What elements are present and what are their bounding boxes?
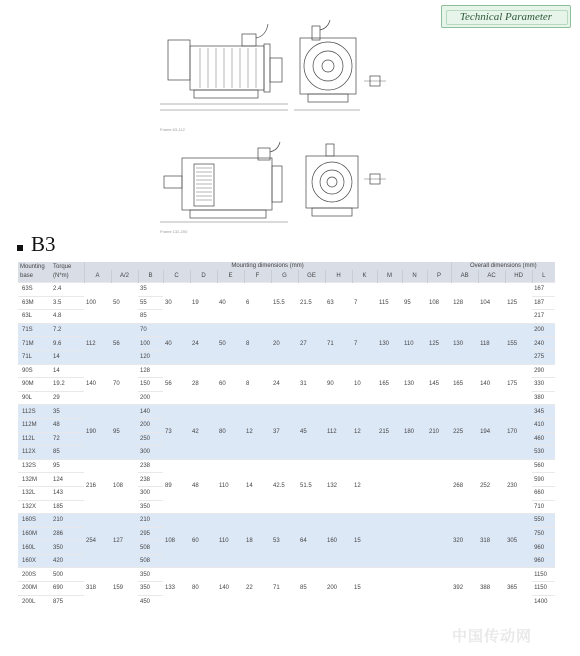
table-cell: 63 — [325, 283, 352, 324]
table-cell: 50 — [217, 323, 244, 364]
table-cell — [402, 459, 427, 513]
table-cell: 72 — [51, 432, 84, 446]
table-cell: 27 — [298, 323, 325, 364]
table-cell: 200 — [138, 418, 163, 432]
table-cell: 14 — [244, 459, 271, 513]
table-cell: 250 — [138, 432, 163, 446]
column-header: HD — [505, 270, 532, 283]
table-cell: 12 — [352, 459, 377, 513]
table-cell: 20 — [271, 323, 298, 364]
table-cell: 12 — [352, 405, 377, 459]
table-cell: 290 — [532, 364, 555, 378]
table-cell: 750 — [532, 527, 555, 541]
table-cell: 190 — [84, 405, 111, 459]
table-cell — [427, 514, 451, 568]
table-cell: 70 — [138, 323, 163, 337]
motor-drawing-frame-63-112 — [160, 18, 390, 123]
table-cell: 115 — [377, 283, 402, 324]
table-cell: 7 — [352, 323, 377, 364]
table-cell: 60 — [217, 364, 244, 405]
table-cell: 305 — [505, 514, 532, 568]
table-cell: 71S — [18, 323, 51, 337]
table-cell: 254 — [84, 514, 111, 568]
table-cell — [377, 568, 402, 608]
table-row — [18, 459, 555, 473]
table-cell: 28 — [190, 364, 217, 405]
table-cell: 71M — [18, 337, 51, 351]
table-cell: 160L — [18, 541, 51, 555]
table-cell: 71 — [271, 568, 298, 608]
table-cell: 350 — [138, 582, 163, 596]
column-header: G — [271, 270, 298, 283]
column-header: F — [244, 270, 271, 283]
table-cell: 14 — [51, 364, 84, 378]
table-cell: 64 — [298, 514, 325, 568]
table-cell: 130 — [377, 323, 402, 364]
table-cell: 37 — [271, 405, 298, 459]
table-cell: 63L — [18, 310, 51, 324]
table-cell: 875 — [51, 595, 84, 608]
header-mounting-base: Mounting base — [18, 262, 51, 283]
column-header: N — [402, 270, 427, 283]
table-cell: 19.2 — [51, 378, 84, 392]
table-row — [18, 514, 555, 528]
table-cell: 108 — [111, 459, 138, 513]
table-cell: 660 — [532, 486, 555, 500]
table-cell: 112 — [84, 323, 111, 364]
table-cell: 160 — [325, 514, 352, 568]
table-cell: 500 — [51, 568, 84, 582]
table-cell: 55 — [138, 296, 163, 310]
table-cell: 350 — [138, 500, 163, 514]
table-cell: 710 — [532, 500, 555, 514]
table-cell: 160X — [18, 554, 51, 568]
table-cell: 240 — [532, 337, 555, 351]
table-cell: 132S — [18, 459, 51, 473]
table-cell: 60 — [190, 514, 217, 568]
table-cell: 252 — [478, 459, 505, 513]
column-header: AB — [451, 270, 478, 283]
table-cell: 200S — [18, 568, 51, 582]
table-cell: 145 — [427, 364, 451, 405]
table-cell: 143 — [51, 486, 84, 500]
table-cell: 238 — [138, 459, 163, 473]
column-header: L — [532, 270, 555, 283]
table-cell: 14 — [51, 350, 84, 364]
table-cell: 63M — [18, 296, 51, 310]
table-cell: 128 — [451, 283, 478, 324]
table-cell: 550 — [532, 514, 555, 528]
table-row — [18, 283, 555, 297]
table-cell: 12 — [244, 405, 271, 459]
table-cell: 225 — [451, 405, 478, 459]
table-cell: 112M — [18, 418, 51, 432]
table-cell: 275 — [532, 350, 555, 364]
caption-frame-63-112: Frame 63-112 — [160, 127, 185, 132]
table-cell: 56 — [163, 364, 190, 405]
table-cell: 200 — [138, 391, 163, 405]
table-cell: 40 — [217, 283, 244, 324]
table-cell: 15.5 — [271, 283, 298, 324]
technical-parameter-badge: Technical Parameter — [441, 5, 571, 28]
table-cell: 85 — [138, 310, 163, 324]
frame-group — [18, 459, 555, 513]
watermark: 中国传动网 — [452, 628, 533, 645]
table-cell: 133 — [163, 568, 190, 608]
caption-frame-132-200: Frame 132-200 — [160, 229, 188, 234]
column-header: AC — [478, 270, 505, 283]
table-cell: 110 — [402, 323, 427, 364]
table-cell: 130 — [451, 323, 478, 364]
table-cell: 7.2 — [51, 323, 84, 337]
table-cell: 128 — [138, 364, 163, 378]
table-cell: 140 — [84, 364, 111, 405]
table-cell: 53 — [271, 514, 298, 568]
table-cell: 112 — [325, 405, 352, 459]
table-cell: 140 — [478, 364, 505, 405]
table-cell: 15 — [352, 568, 377, 608]
table-cell: 35 — [138, 283, 163, 297]
table-cell: 690 — [51, 582, 84, 596]
table-cell: 56 — [111, 323, 138, 364]
table-cell: 1400 — [532, 595, 555, 608]
frame-group — [18, 323, 555, 364]
frame-group — [18, 364, 555, 405]
table-cell: 268 — [451, 459, 478, 513]
table-cell: 110 — [217, 514, 244, 568]
table-cell: 118 — [478, 323, 505, 364]
table-cell: 80 — [217, 405, 244, 459]
table-cell: 180 — [402, 405, 427, 459]
frame-group — [18, 405, 555, 459]
table-cell: 48 — [190, 459, 217, 513]
table-cell: 140 — [138, 405, 163, 419]
table-cell: 210 — [427, 405, 451, 459]
column-header: B — [138, 270, 163, 283]
column-header: C — [163, 270, 190, 283]
table-cell: 210 — [51, 514, 84, 528]
table-cell: 210 — [138, 514, 163, 528]
table-cell: 31 — [298, 364, 325, 405]
table-cell: 238 — [138, 473, 163, 487]
table-cell: 71 — [325, 323, 352, 364]
table-cell — [402, 514, 427, 568]
table-cell: 2.4 — [51, 283, 84, 297]
table-cell: 63S — [18, 283, 51, 297]
table-cell: 108 — [427, 283, 451, 324]
frame-group — [18, 568, 555, 608]
table-cell: 127 — [111, 514, 138, 568]
table-cell: 380 — [532, 391, 555, 405]
table-cell: 50 — [111, 283, 138, 324]
table-cell: 1150 — [532, 582, 555, 596]
table-cell: 170 — [505, 405, 532, 459]
table-cell: 200M — [18, 582, 51, 596]
table-cell — [377, 514, 402, 568]
table-cell: 175 — [505, 364, 532, 405]
column-header: M — [377, 270, 402, 283]
table-cell: 42.5 — [271, 459, 298, 513]
table-cell: 90L — [18, 391, 51, 405]
table-cell: 70 — [111, 364, 138, 405]
table-cell: 140 — [217, 568, 244, 608]
table-cell: 112S — [18, 405, 51, 419]
table-cell: 89 — [163, 459, 190, 513]
table-cell: 10 — [352, 364, 377, 405]
table-cell: 73 — [163, 405, 190, 459]
table-cell: 85 — [298, 568, 325, 608]
table-cell: 165 — [377, 364, 402, 405]
table-cell: 95 — [402, 283, 427, 324]
table-cell: 286 — [51, 527, 84, 541]
table-cell — [427, 459, 451, 513]
table-cell: 300 — [138, 446, 163, 460]
table-cell — [377, 459, 402, 513]
column-header: GE — [298, 270, 325, 283]
table-cell: 30 — [163, 283, 190, 324]
table-cell: 200 — [532, 323, 555, 337]
table-cell: 200L — [18, 595, 51, 608]
column-header: P — [427, 270, 451, 283]
table-cell: 159 — [111, 568, 138, 608]
table-cell: 217 — [532, 310, 555, 324]
table-cell: 104 — [478, 283, 505, 324]
table-cell: 3.5 — [51, 296, 84, 310]
table-cell: 19 — [190, 283, 217, 324]
table-cell: 960 — [532, 541, 555, 555]
header-overall-dimensions: Overall dimensions (mm) — [451, 262, 555, 270]
table-cell: 392 — [451, 568, 478, 608]
column-header: D — [190, 270, 217, 283]
table-cell: 216 — [84, 459, 111, 513]
table-cell: 4.8 — [51, 310, 84, 324]
table-cell: 295 — [138, 527, 163, 541]
table-cell: 9.6 — [51, 337, 84, 351]
table-cell: 350 — [51, 541, 84, 555]
table-cell: 345 — [532, 405, 555, 419]
table-cell: 112L — [18, 432, 51, 446]
table-row — [18, 405, 555, 419]
table-cell: 35 — [51, 405, 84, 419]
table-cell: 160S — [18, 514, 51, 528]
table-cell: 29 — [51, 391, 84, 405]
table-cell: 124 — [51, 473, 84, 487]
table-cell: 155 — [505, 323, 532, 364]
column-header: A — [84, 270, 111, 283]
table-cell — [402, 568, 427, 608]
table-cell: 508 — [138, 541, 163, 555]
table-cell: 51.5 — [298, 459, 325, 513]
table-cell: 450 — [138, 595, 163, 608]
table-cell: 100 — [84, 283, 111, 324]
column-header: H — [325, 270, 352, 283]
table-cell: 45 — [298, 405, 325, 459]
header-torque: Torque (N*m) — [51, 262, 84, 283]
table-cell: 6 — [244, 283, 271, 324]
table-cell: 21.5 — [298, 283, 325, 324]
table-cell: 460 — [532, 432, 555, 446]
table-cell: 388 — [478, 568, 505, 608]
table-cell: 80 — [190, 568, 217, 608]
table-cell: 960 — [532, 554, 555, 568]
table-cell: 320 — [451, 514, 478, 568]
table-cell: 560 — [532, 459, 555, 473]
frame-group — [18, 283, 555, 324]
table-cell: 132X — [18, 500, 51, 514]
column-header: E — [217, 270, 244, 283]
table-cell: 1150 — [532, 568, 555, 582]
table-cell — [427, 568, 451, 608]
bullet-square-icon — [17, 245, 23, 251]
table-cell: 365 — [505, 568, 532, 608]
table-cell: 410 — [532, 418, 555, 432]
table-cell: 132 — [325, 459, 352, 513]
table-cell: 187 — [532, 296, 555, 310]
table-cell: 130 — [402, 364, 427, 405]
table-cell: 110 — [217, 459, 244, 513]
table-cell: 165 — [451, 364, 478, 405]
table-cell: 200 — [325, 568, 352, 608]
column-header: A/2 — [111, 270, 138, 283]
table-cell: 8 — [244, 323, 271, 364]
table-cell: 15 — [352, 514, 377, 568]
table-cell: 100 — [138, 337, 163, 351]
table-cell: 90S — [18, 364, 51, 378]
table-cell: 125 — [505, 283, 532, 324]
table-cell: 185 — [51, 500, 84, 514]
table-row — [18, 364, 555, 378]
table-cell: 95 — [111, 405, 138, 459]
table-cell: 300 — [138, 486, 163, 500]
table-cell: 590 — [532, 473, 555, 487]
table-cell: 318 — [478, 514, 505, 568]
table-cell: 90M — [18, 378, 51, 392]
table-cell: 330 — [532, 378, 555, 392]
dimensions-table — [18, 262, 555, 608]
motor-drawing-frame-132-200 — [160, 138, 390, 228]
table-cell: 160M — [18, 527, 51, 541]
table-row — [18, 568, 555, 582]
table-cell: 40 — [163, 323, 190, 364]
table-cell: 120 — [138, 350, 163, 364]
table-cell: 22 — [244, 568, 271, 608]
table-cell: 42 — [190, 405, 217, 459]
table-cell: 7 — [352, 283, 377, 324]
table-cell: 215 — [377, 405, 402, 459]
table-cell: 24 — [190, 323, 217, 364]
table-cell: 24 — [271, 364, 298, 405]
table-cell: 132L — [18, 486, 51, 500]
table-cell: 530 — [532, 446, 555, 460]
table-cell: 108 — [163, 514, 190, 568]
table-cell: 167 — [532, 283, 555, 297]
table-cell: 71L — [18, 350, 51, 364]
table-cell: 18 — [244, 514, 271, 568]
column-header: K — [352, 270, 377, 283]
table-cell: 150 — [138, 378, 163, 392]
table-cell: 48 — [51, 418, 84, 432]
table-cell: 8 — [244, 364, 271, 405]
table-cell: 132M — [18, 473, 51, 487]
table-cell: 95 — [51, 459, 84, 473]
table-cell: 90 — [325, 364, 352, 405]
header-mounting-dimensions: Mounting dimensions (mm) — [84, 262, 451, 270]
table-cell: 125 — [427, 323, 451, 364]
table-cell: 230 — [505, 459, 532, 513]
table-row — [18, 323, 555, 337]
table-cell: 318 — [84, 568, 111, 608]
table-cell: 194 — [478, 405, 505, 459]
table-cell: 350 — [138, 568, 163, 582]
section-title-b3: B3 — [17, 232, 56, 257]
table-cell: 112X — [18, 446, 51, 460]
table-cell: 508 — [138, 554, 163, 568]
table-cell: 420 — [51, 554, 84, 568]
table-cell: 85 — [51, 446, 84, 460]
frame-group — [18, 514, 555, 568]
